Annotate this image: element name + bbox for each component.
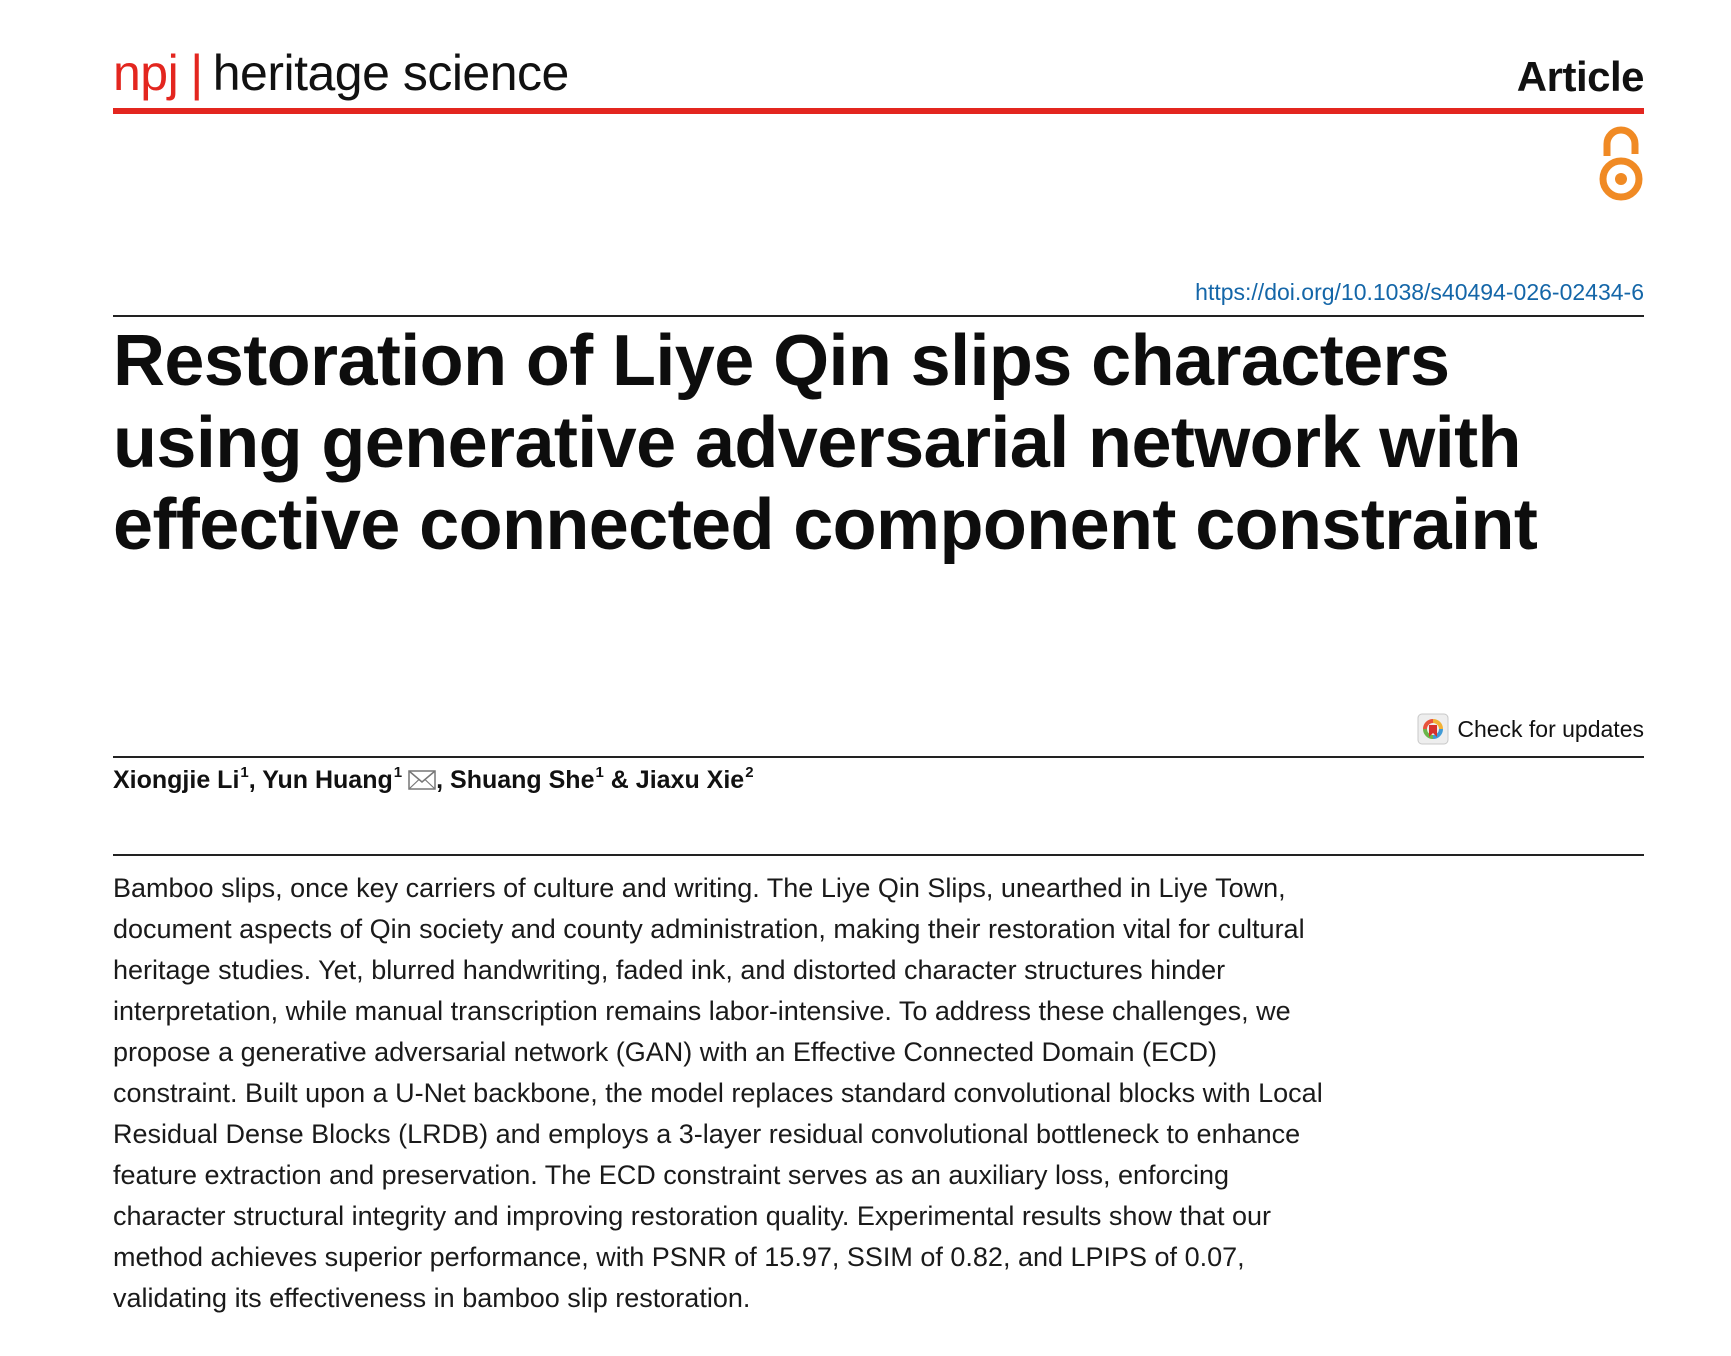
abstract-line: constraint. Built upon a U-Net backbone, the model replaces standard convolutional blocks with Local	[113, 1078, 1323, 1108]
author-name[interactable]: Jiaxu Xie	[635, 766, 745, 794]
open-access-icon[interactable]	[1598, 126, 1644, 202]
author-name[interactable]: Xiongjie Li	[113, 766, 240, 794]
check-for-updates-button[interactable]	[1417, 712, 1644, 746]
title-top-divider	[113, 315, 1644, 317]
author-affiliation: 1	[393, 763, 403, 781]
author-separator: ,	[436, 766, 444, 794]
author-name[interactable]: Shuang She	[450, 766, 595, 794]
abstract-line: heritage studies. Yet, blurred handwriting, faded ink, and distorted character structures hinder	[113, 955, 1226, 985]
journal-logo[interactable]	[113, 42, 569, 104]
article-page	[113, 0, 1644, 1356]
journal-prefix: npj	[113, 45, 179, 101]
journal-separator: |	[190, 45, 203, 101]
abstract-line: validating its effectiveness in bamboo slip restoration.	[113, 1283, 751, 1313]
check-for-updates-label: Check for updates	[1457, 716, 1644, 742]
abstract-line: Residual Dense Blocks (LRDB) and employs a 3-layer residual convolutional bottleneck to enhance	[113, 1119, 1301, 1149]
abstract-line: character structural integrity and improving restoration quality. Experimental results show that our	[113, 1201, 1272, 1231]
abstract-line: Bamboo slips, once key carriers of culture and writing. The Liye Qin Slips, unearthed in Liye Town,	[113, 873, 1286, 903]
article-title: Restoration of Liye Qin slips characters using generative adversarial network with effective connected component constraint	[113, 321, 1538, 565]
authors-top-divider	[113, 756, 1644, 758]
article-type-label: Article	[1516, 53, 1644, 100]
abstract	[113, 868, 1413, 1319]
author-affiliation: 1	[595, 763, 604, 781]
journal-name: heritage science	[212, 45, 569, 101]
abstract-line: document aspects of Qin society and county administration, making their restoration vital for cultural	[113, 914, 1305, 944]
author-affiliation: 2	[745, 763, 754, 781]
author-separator: &	[610, 766, 629, 794]
masthead	[113, 42, 1644, 104]
abstract-top-divider	[113, 854, 1644, 856]
abstract-line: feature extraction and preservation. The ECD constraint serves as an auxiliary loss, enforcing	[113, 1160, 1230, 1190]
abstract-line: interpretation, while manual transcription remains labor-intensive. To address these challenges, we	[113, 996, 1291, 1026]
author-list	[113, 762, 754, 798]
author-name[interactable]: Yun Huang	[262, 766, 393, 794]
envelope-icon[interactable]	[408, 770, 436, 790]
header-divider	[113, 108, 1644, 114]
abstract-line: method achieves superior performance, with PSNR of 15.97, SSIM of 0.82, and LPIPS of 0.07,	[113, 1242, 1245, 1272]
doi-link[interactable]: https://doi.org/10.1038/s40494-026-02434-6	[1195, 279, 1644, 305]
author-separator: ,	[248, 766, 256, 794]
abstract-line: propose a generative adversarial network (GAN) with an Effective Connected Domain (ECD)	[113, 1037, 1218, 1067]
check-for-updates-icon	[1417, 713, 1449, 745]
author-affiliation: 1	[240, 763, 249, 781]
